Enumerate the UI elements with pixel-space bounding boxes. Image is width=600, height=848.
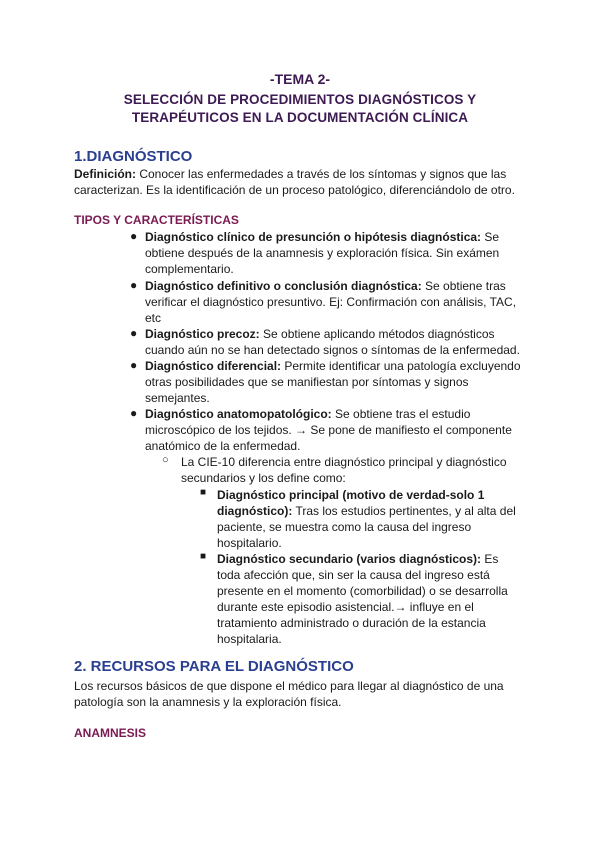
sub-sub-item-1-line-3: paciente, se muestra como la causa del ingreso <box>217 520 472 534</box>
list-item-3-line-2: cuando aún no se han detectado signos o síntomas de la enfermedad. <box>145 343 520 357</box>
section2-para-line-2: patología son la anamnesis y la exploración física. <box>74 695 342 709</box>
list-item-5-line-2: microscópico de los tejidos. → Se pone de manifiesto el componente <box>145 423 512 437</box>
sub-sub-item-2-text: Es <box>481 552 499 566</box>
section2-para-line-1: Los recursos básicos de que dispone el médico para llegar al diagnóstico de una <box>74 679 504 693</box>
list-item-3-text: Se obtiene aplicando métodos diagnósticos <box>259 327 495 341</box>
subheading-tipos: TIPOS Y CARACTERÍSTICAS <box>74 213 239 227</box>
subheading-anamnesis: ANAMNESIS <box>74 726 147 740</box>
definition-text-1: Conocer las enfermedades a través de los síntomas y signos que las <box>136 167 507 181</box>
section-heading-diagnostico: 1.DIAGNÓSTICO <box>74 148 193 165</box>
square-bullet-icon: ■ <box>200 487 207 498</box>
list-item-1-term: Diagnóstico clínico de presunción o hipótesis diagnóstica: <box>145 230 482 244</box>
list-item-1-text: Se <box>481 230 500 244</box>
sub-item-line-1: La CIE-10 diferencia entre diagnóstico principal y diagnóstico <box>181 455 507 469</box>
square-bullet-icon: ■ <box>200 551 207 562</box>
list-item-2-line-3: etc <box>145 311 162 325</box>
sub-sub-item-1-line-2 <box>217 503 516 519</box>
sub-sub-item-2-line-3: presente en el momento (comorbilidad) o se desarrolla <box>217 584 508 598</box>
sub-sub-item-2-term: Diagnóstico secundario (varios diagnósticos): <box>217 552 482 566</box>
document-title-line-1: SELECCIÓN DE PROCEDIMIENTOS DIAGNÓSTICOS Y <box>123 92 477 107</box>
list-item-2-line-2: verificar el diagnóstico presuntivo. Ej: Confirmación con análisis, TAC, <box>145 295 517 309</box>
section-heading-recursos: 2. RECURSOS PARA EL DIAGNÓSTICO <box>74 658 354 675</box>
bullet-icon: ● <box>130 406 138 420</box>
list-item-4-term: Diagnóstico diferencial: <box>145 359 282 373</box>
list-item-1-line-3: complementario. <box>145 262 234 276</box>
list-item-5-text: Se obtiene tras el estudio <box>331 407 471 421</box>
list-item-1-line-1 <box>145 229 499 245</box>
list-item-3-line-1 <box>145 326 495 342</box>
sub-sub-item-1-term-2: diagnóstico): <box>217 504 293 518</box>
tema-label: -TEMA 2- <box>269 71 331 87</box>
sub-sub-item-2-line-1 <box>217 551 498 567</box>
sub-sub-item-2-line-4: durante este episodio asistencial.→ influye en el <box>217 600 474 614</box>
list-item-5-line-3: anatómico de la enfermedad. <box>145 439 301 453</box>
sub-sub-item-1-text: Tras los estudios pertinentes, y al alta del <box>292 504 516 518</box>
sub-sub-item-2-line-5: tratamiento administrado o duración de la estancia <box>217 616 486 630</box>
list-item-5-line-1 <box>145 406 470 422</box>
list-item-2-text: Se obtiene tras <box>421 279 506 293</box>
bullet-icon: ● <box>130 278 138 292</box>
sub-sub-item-2-line-2: toda afección que, sin ser la causa del ingreso está <box>217 568 490 582</box>
definition-line-2: caracterizan. Es la identificación de un proceso patológico, diferenciándolo de otro. <box>74 183 515 197</box>
definition-line-1 <box>74 166 506 182</box>
list-item-2-term: Diagnóstico definitivo o conclusión diagnóstica: <box>145 279 422 293</box>
bullet-icon: ● <box>130 229 138 243</box>
list-item-4-line-1 <box>145 358 521 374</box>
list-item-1-line-2: obtiene después de la anamnesis y exploración física. Sin exámen <box>145 246 500 260</box>
circle-bullet-icon: ○ <box>162 454 169 466</box>
sub-sub-item-1-line-1 <box>217 487 484 503</box>
list-item-4-line-2: otras posibilidades que se manifiestan por síntomas y signos <box>145 375 469 389</box>
definition-label: Definición: <box>74 167 136 181</box>
list-item-4-line-3: semejantes. <box>145 391 210 405</box>
list-item-5-term: Diagnóstico anatomopatológico: <box>145 407 332 421</box>
sub-sub-item-2-line-6: hospitalaria. <box>217 632 282 646</box>
bullet-icon: ● <box>130 326 138 340</box>
sub-sub-item-1-line-4: hospitalario. <box>217 536 282 550</box>
list-item-3-term: Diagnóstico precoz: <box>145 327 260 341</box>
list-item-4-text: Permite identificar una patología excluyendo <box>281 359 521 373</box>
sub-item-line-2: secundarios y los define como: <box>181 471 346 485</box>
document-title-line-2: TERAPÉUTICOS EN LA DOCUMENTACIÓN CLÍNICA <box>131 110 469 125</box>
list-item-2-line-1 <box>145 278 506 294</box>
sub-sub-item-1-term: Diagnóstico principal (motivo de verdad-solo 1 <box>217 488 485 502</box>
bullet-icon: ● <box>130 358 138 372</box>
